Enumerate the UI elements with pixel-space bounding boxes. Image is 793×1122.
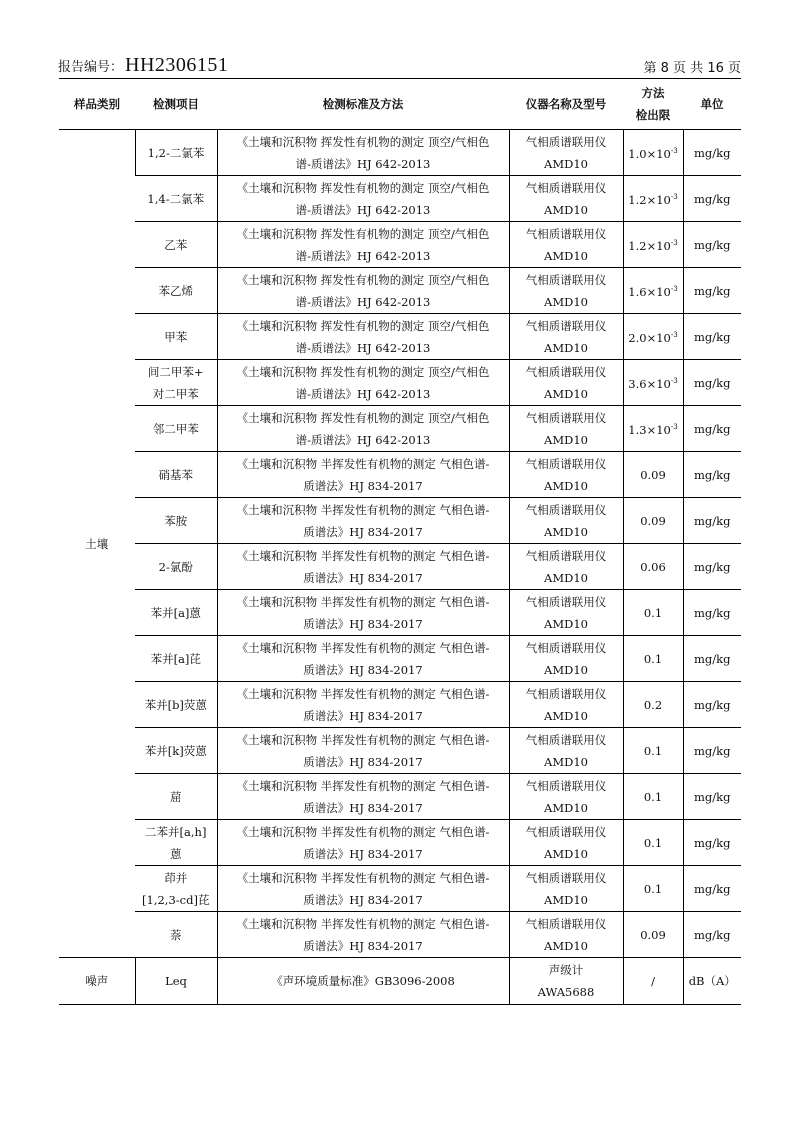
method-line1: 《土壤和沉积物 半挥发性有机物的测定 气相色谱- bbox=[236, 732, 490, 747]
method-cell: 《声环境质量标准》GB3096-2008 bbox=[217, 958, 509, 1005]
instrument-model: AMD10 bbox=[544, 846, 588, 861]
limit-cell: 0.1 bbox=[623, 636, 683, 682]
method-cell bbox=[217, 774, 509, 820]
limit-cell: 0.06 bbox=[623, 544, 683, 590]
instrument-name: 气相质谱联用仪 bbox=[525, 502, 607, 517]
method-line2: 质谱法》HJ 834-2017 bbox=[303, 708, 423, 723]
method-line1: 《土壤和沉积物 半挥发性有机物的测定 气相色谱- bbox=[236, 594, 490, 609]
instrument-cell bbox=[509, 820, 623, 866]
method-line1: 《土壤和沉积物 挥发性有机物的测定 顶空/气相色 bbox=[236, 272, 490, 287]
instrument-model: AMD10 bbox=[544, 616, 588, 631]
instrument-name: 声级计 bbox=[548, 963, 584, 977]
instrument-cell bbox=[509, 544, 623, 590]
method-cell bbox=[217, 130, 509, 176]
limit-cell: 0.2 bbox=[623, 682, 683, 728]
instrument-name: 气相质谱联用仪 bbox=[525, 640, 607, 655]
method-cell bbox=[217, 820, 509, 866]
unit-cell: mg/kg bbox=[683, 866, 741, 912]
limit-base: 1.6×10 bbox=[628, 284, 671, 299]
table-row-noise bbox=[59, 958, 741, 1005]
unit-cell: mg/kg bbox=[683, 130, 741, 176]
item-cell: 1,2-二氯苯 bbox=[135, 130, 217, 176]
method-cell bbox=[217, 452, 509, 498]
method-line2: 质谱法》HJ 834-2017 bbox=[303, 800, 423, 815]
limit-exponent: -3 bbox=[670, 331, 678, 340]
method-cell bbox=[217, 682, 509, 728]
table-row bbox=[59, 866, 741, 912]
unit-cell: mg/kg bbox=[683, 820, 741, 866]
table-row bbox=[59, 590, 741, 636]
method-cell bbox=[217, 360, 509, 406]
method-line2: 谱-质谱法》HJ 642-2013 bbox=[295, 340, 431, 355]
col-header-item: 检测项目 bbox=[135, 79, 217, 130]
instrument-model: AMD10 bbox=[544, 156, 588, 171]
method-line1: 《土壤和沉积物 半挥发性有机物的测定 气相色谱- bbox=[236, 870, 490, 885]
unit-cell: mg/kg bbox=[683, 268, 741, 314]
method-cell bbox=[217, 222, 509, 268]
limit-cell bbox=[623, 406, 683, 452]
table-row bbox=[59, 774, 741, 820]
limit-base: 1.0×10 bbox=[628, 146, 671, 161]
method-line1: 《土壤和沉积物 挥发性有机物的测定 顶空/气相色 bbox=[236, 410, 490, 425]
item-cell: 苯并[a]芘 bbox=[135, 636, 217, 682]
method-line2: 质谱法》HJ 834-2017 bbox=[303, 524, 423, 539]
method-line2: 谱-质谱法》HJ 642-2013 bbox=[295, 156, 431, 171]
instrument-cell bbox=[509, 866, 623, 912]
method-line2: 谱-质谱法》HJ 642-2013 bbox=[295, 202, 431, 217]
report-number-header bbox=[58, 54, 228, 77]
instrument-cell bbox=[509, 774, 623, 820]
method-cell bbox=[217, 544, 509, 590]
unit-cell: mg/kg bbox=[683, 774, 741, 820]
unit-cell: mg/kg bbox=[683, 728, 741, 774]
item-line1: 茚并 bbox=[164, 870, 188, 885]
report-number-value: HH2306151 bbox=[125, 54, 229, 76]
item-cell: Leq bbox=[135, 958, 217, 1005]
method-line1: 《土壤和沉积物 挥发性有机物的测定 顶空/气相色 bbox=[236, 318, 490, 333]
instrument-cell bbox=[509, 958, 623, 1005]
method-line1: 《土壤和沉积物 挥发性有机物的测定 顶空/气相色 bbox=[236, 226, 490, 241]
instrument-model: AMD10 bbox=[544, 662, 588, 677]
table-row bbox=[59, 498, 741, 544]
method-cell bbox=[217, 912, 509, 958]
report-number-label: 报告编号： bbox=[58, 60, 124, 75]
category-cell-noise: 噪声 bbox=[59, 958, 135, 1005]
instrument-model: AWA5688 bbox=[537, 985, 595, 999]
method-cell bbox=[217, 314, 509, 360]
item-cell: 1,4-二氯苯 bbox=[135, 176, 217, 222]
limit-cell: 0.1 bbox=[623, 866, 683, 912]
instrument-name: 气相质谱联用仪 bbox=[525, 410, 607, 425]
instrument-model: AMD10 bbox=[544, 800, 588, 815]
item-cell bbox=[135, 866, 217, 912]
table-row bbox=[59, 222, 741, 268]
method-cell bbox=[217, 590, 509, 636]
method-line1: 《土壤和沉积物 半挥发性有机物的测定 气相色谱- bbox=[236, 640, 490, 655]
instrument-name: 气相质谱联用仪 bbox=[525, 916, 607, 931]
method-line2: 质谱法》HJ 834-2017 bbox=[303, 570, 423, 585]
instrument-name: 气相质谱联用仪 bbox=[525, 548, 607, 563]
item-cell: 乙苯 bbox=[135, 222, 217, 268]
col-header-category: 样品类别 bbox=[59, 79, 135, 130]
instrument-cell bbox=[509, 590, 623, 636]
instrument-name: 气相质谱联用仪 bbox=[525, 134, 607, 149]
unit-cell: mg/kg bbox=[683, 682, 741, 728]
instrument-name: 气相质谱联用仪 bbox=[525, 778, 607, 793]
unit-cell: dB（A） bbox=[683, 958, 741, 1005]
table-row bbox=[59, 360, 741, 406]
instrument-cell bbox=[509, 130, 623, 176]
limit-cell bbox=[623, 268, 683, 314]
table-header-row bbox=[59, 79, 741, 130]
item-cell: 邻二甲苯 bbox=[135, 406, 217, 452]
instrument-cell bbox=[509, 360, 623, 406]
limit-cell bbox=[623, 360, 683, 406]
limit-cell: 0.1 bbox=[623, 590, 683, 636]
table-row bbox=[59, 682, 741, 728]
item-cell: 苯并[b]荧蒽 bbox=[135, 682, 217, 728]
method-line1: 《土壤和沉积物 半挥发性有机物的测定 气相色谱- bbox=[236, 502, 490, 517]
limit-base: 1.2×10 bbox=[628, 238, 671, 253]
table-row bbox=[59, 314, 741, 360]
limit-exponent: -3 bbox=[670, 377, 678, 386]
instrument-model: AMD10 bbox=[544, 340, 588, 355]
table-row bbox=[59, 268, 741, 314]
instrument-name: 气相质谱联用仪 bbox=[525, 686, 607, 701]
limit-base: 3.6×10 bbox=[628, 376, 671, 391]
col-header-instrument: 仪器名称及型号 bbox=[509, 79, 623, 130]
item-cell: 苯胺 bbox=[135, 498, 217, 544]
instrument-model: AMD10 bbox=[544, 570, 588, 585]
table-row bbox=[59, 820, 741, 866]
item-cell: 萘 bbox=[135, 912, 217, 958]
page-info: 第 8 页 共 16 页 bbox=[643, 61, 741, 76]
unit-cell: mg/kg bbox=[683, 590, 741, 636]
instrument-cell bbox=[509, 636, 623, 682]
limit-cell bbox=[623, 222, 683, 268]
instrument-model: AMD10 bbox=[544, 248, 588, 263]
instrument-model: AMD10 bbox=[544, 202, 588, 217]
limit-exponent: -3 bbox=[670, 285, 678, 294]
instrument-model: AMD10 bbox=[544, 524, 588, 539]
instrument-name: 气相质谱联用仪 bbox=[525, 594, 607, 609]
limit-cell: 0.09 bbox=[623, 912, 683, 958]
limit-cell: 0.09 bbox=[623, 498, 683, 544]
instrument-cell bbox=[509, 406, 623, 452]
limit-base: 2.0×10 bbox=[628, 330, 671, 345]
instrument-cell bbox=[509, 314, 623, 360]
unit-cell: mg/kg bbox=[683, 544, 741, 590]
unit-cell: mg/kg bbox=[683, 452, 741, 498]
limit-exponent: -3 bbox=[670, 423, 678, 432]
instrument-model: AMD10 bbox=[544, 386, 588, 401]
method-line1: 《土壤和沉积物 挥发性有机物的测定 顶空/气相色 bbox=[236, 134, 490, 149]
instrument-model: AMD10 bbox=[544, 478, 588, 493]
limit-cell: 0.1 bbox=[623, 774, 683, 820]
item-line2: [1,2,3-cd]芘 bbox=[142, 892, 210, 907]
unit-cell: mg/kg bbox=[683, 498, 741, 544]
table-row bbox=[59, 912, 741, 958]
method-line2: 谱-质谱法》HJ 642-2013 bbox=[295, 432, 431, 447]
method-cell bbox=[217, 636, 509, 682]
col-header-limit-line2: 检出限 bbox=[635, 108, 671, 122]
instrument-cell bbox=[509, 498, 623, 544]
item-cell bbox=[135, 820, 217, 866]
item-cell: 2-氯酚 bbox=[135, 544, 217, 590]
method-cell bbox=[217, 406, 509, 452]
method-cell bbox=[217, 728, 509, 774]
instrument-cell bbox=[509, 728, 623, 774]
instrument-model: AMD10 bbox=[544, 892, 588, 907]
instrument-cell bbox=[509, 452, 623, 498]
method-line2: 质谱法》HJ 834-2017 bbox=[303, 846, 423, 861]
item-cell: 苯并[k]荧蒽 bbox=[135, 728, 217, 774]
col-header-limit-line1: 方法 bbox=[641, 86, 665, 100]
item-line2: 对二甲苯 bbox=[152, 386, 199, 401]
instrument-name: 气相质谱联用仪 bbox=[525, 180, 607, 195]
method-line2: 质谱法》HJ 834-2017 bbox=[303, 754, 423, 769]
item-cell: 苯乙烯 bbox=[135, 268, 217, 314]
limit-base: 1.2×10 bbox=[628, 192, 671, 207]
table-row bbox=[59, 452, 741, 498]
item-cell: 甲苯 bbox=[135, 314, 217, 360]
instrument-name: 气相质谱联用仪 bbox=[525, 226, 607, 241]
limit-exponent: -3 bbox=[670, 193, 678, 202]
unit-cell: mg/kg bbox=[683, 176, 741, 222]
instrument-model: AMD10 bbox=[544, 938, 588, 953]
method-line1: 《土壤和沉积物 挥发性有机物的测定 顶空/气相色 bbox=[236, 364, 490, 379]
unit-cell: mg/kg bbox=[683, 636, 741, 682]
method-line2: 质谱法》HJ 834-2017 bbox=[303, 892, 423, 907]
instrument-model: AMD10 bbox=[544, 708, 588, 723]
method-line1: 《土壤和沉积物 半挥发性有机物的测定 气相色谱- bbox=[236, 548, 490, 563]
col-header-limit bbox=[623, 79, 683, 130]
method-line1: 《土壤和沉积物 半挥发性有机物的测定 气相色谱- bbox=[236, 778, 490, 793]
unit-cell: mg/kg bbox=[683, 222, 741, 268]
item-cell bbox=[135, 360, 217, 406]
table-row bbox=[59, 406, 741, 452]
item-cell: 䓛 bbox=[135, 774, 217, 820]
table-row bbox=[59, 176, 741, 222]
instrument-cell bbox=[509, 682, 623, 728]
limit-cell: 0.1 bbox=[623, 820, 683, 866]
method-cell bbox=[217, 866, 509, 912]
category-cell-soil: 土壤 bbox=[59, 130, 135, 958]
instrument-model: AMD10 bbox=[544, 432, 588, 447]
method-line2: 谱-质谱法》HJ 642-2013 bbox=[295, 386, 431, 401]
instrument-name: 气相质谱联用仪 bbox=[525, 364, 607, 379]
limit-cell bbox=[623, 130, 683, 176]
unit-cell: mg/kg bbox=[683, 406, 741, 452]
instrument-cell bbox=[509, 268, 623, 314]
method-line1: 《土壤和沉积物 半挥发性有机物的测定 气相色谱- bbox=[236, 686, 490, 701]
col-header-method: 检测标准及方法 bbox=[217, 79, 509, 130]
method-line2: 谱-质谱法》HJ 642-2013 bbox=[295, 294, 431, 309]
limit-cell bbox=[623, 314, 683, 360]
instrument-model: AMD10 bbox=[544, 754, 588, 769]
method-line2: 质谱法》HJ 834-2017 bbox=[303, 662, 423, 677]
method-line1: 《土壤和沉积物 半挥发性有机物的测定 气相色谱- bbox=[236, 916, 490, 931]
instrument-model: AMD10 bbox=[544, 294, 588, 309]
limit-cell: 0.1 bbox=[623, 728, 683, 774]
instrument-name: 气相质谱联用仪 bbox=[525, 272, 607, 287]
item-cell: 硝基苯 bbox=[135, 452, 217, 498]
instrument-cell bbox=[509, 222, 623, 268]
method-cell bbox=[217, 498, 509, 544]
instrument-name: 气相质谱联用仪 bbox=[525, 456, 607, 471]
instrument-name: 气相质谱联用仪 bbox=[525, 318, 607, 333]
limit-exponent: -3 bbox=[670, 147, 678, 156]
method-line1: 《土壤和沉积物 半挥发性有机物的测定 气相色谱- bbox=[236, 824, 490, 839]
table-row bbox=[59, 636, 741, 682]
item-line1: 间二甲苯+ bbox=[147, 364, 204, 379]
table-row bbox=[59, 728, 741, 774]
limit-exponent: -3 bbox=[670, 239, 678, 248]
method-cell bbox=[217, 268, 509, 314]
detection-methods-table bbox=[59, 78, 741, 1005]
unit-cell: mg/kg bbox=[683, 912, 741, 958]
table-row bbox=[59, 130, 741, 176]
method-line1: 《土壤和沉积物 挥发性有机物的测定 顶空/气相色 bbox=[236, 180, 490, 195]
method-line2: 质谱法》HJ 834-2017 bbox=[303, 478, 423, 493]
instrument-name: 气相质谱联用仪 bbox=[525, 732, 607, 747]
instrument-name: 气相质谱联用仪 bbox=[525, 870, 607, 885]
unit-cell: mg/kg bbox=[683, 314, 741, 360]
item-cell: 苯并[a]蒽 bbox=[135, 590, 217, 636]
instrument-cell bbox=[509, 912, 623, 958]
item-line1: 二苯并[a,h] bbox=[145, 824, 207, 839]
method-line2: 质谱法》HJ 834-2017 bbox=[303, 938, 423, 953]
limit-cell: / bbox=[623, 958, 683, 1005]
item-line2: 蒽 bbox=[170, 846, 182, 861]
method-line2: 谱-质谱法》HJ 642-2013 bbox=[295, 248, 431, 263]
method-line2: 质谱法》HJ 834-2017 bbox=[303, 616, 423, 631]
instrument-cell bbox=[509, 176, 623, 222]
method-cell bbox=[217, 176, 509, 222]
limit-base: 1.3×10 bbox=[628, 422, 671, 437]
limit-cell: 0.09 bbox=[623, 452, 683, 498]
unit-cell: mg/kg bbox=[683, 360, 741, 406]
method-line1: 《土壤和沉积物 半挥发性有机物的测定 气相色谱- bbox=[236, 456, 490, 471]
table-row bbox=[59, 544, 741, 590]
instrument-name: 气相质谱联用仪 bbox=[525, 824, 607, 839]
col-header-unit: 单位 bbox=[683, 79, 741, 130]
limit-cell bbox=[623, 176, 683, 222]
